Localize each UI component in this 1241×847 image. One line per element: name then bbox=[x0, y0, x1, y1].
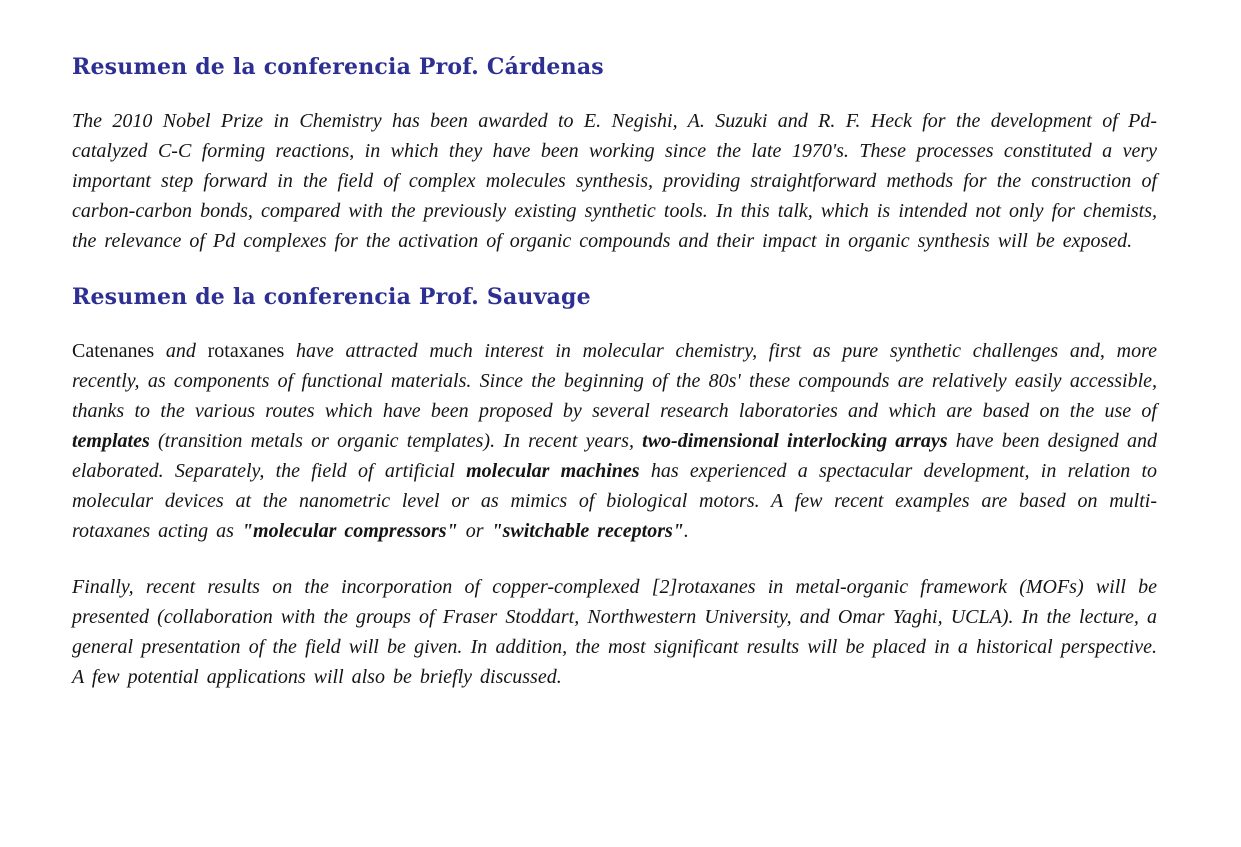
section-heading: Resumen de la conferencia Prof. Cárdenas bbox=[72, 54, 604, 80]
abstract-paragraph bbox=[72, 106, 1157, 256]
text-run: "switchable receptors" bbox=[491, 520, 684, 542]
text-run: rotaxanes bbox=[207, 340, 296, 362]
text-run: have been designed and elaborated. Separately, the field of artificial bbox=[72, 430, 1157, 482]
text-run: have attracted much interest in molecular chemistry, first as pure synthetic challenges and, more recently, as components of functional materials. Since the beginning of the 80s' these compounds are relatively easily accessible, thanks to the various routes which have been proposed by several research laboratories and which are based on the use of bbox=[72, 340, 1158, 422]
conference-abstract-section bbox=[72, 54, 1157, 256]
abstract-paragraph bbox=[72, 572, 1157, 692]
text-run: molecular machines bbox=[466, 460, 640, 482]
text-run: . bbox=[683, 520, 689, 542]
text-run: templates bbox=[72, 430, 150, 452]
conference-abstract-section bbox=[72, 284, 1157, 692]
text-run: "molecular compressors" bbox=[241, 520, 458, 542]
text-run: and bbox=[165, 340, 208, 362]
section-heading: Resumen de la conferencia Prof. Sauvage bbox=[72, 284, 591, 310]
abstract-paragraph bbox=[72, 336, 1157, 546]
text-run: Catenanes bbox=[72, 340, 166, 362]
text-run: The 2010 Nobel Prize in Chemistry has been awarded to E. Negishi, A. Suzuki and R. F. Heck for the development of Pd-catalyzed C-C forming reactions, in which they have been working since the late 1970's. These processes constituted a very important step forward in the field of complex molecules synthesis, providing straightforward methods for the construction of carbon-carbon bonds, compared with the previously existing synthetic tools. In this talk, which is intended not only for chemists, the relevance of Pd complexes for the activation of organic compounds and their impact in organic synthesis will be exposed. bbox=[72, 110, 1157, 252]
text-run: has experienced a spectacular development, in relation to molecular devices at the nanometric level or as mimics of biological motors. A few recent examples are based on multi-rotaxanes acting as bbox=[72, 460, 1157, 542]
text-run: Finally, recent results on the incorporation of copper-complexed [2]rotaxanes in metal-organic framework (MOFs) will be presented (collaboration with the groups of Fraser Stoddart, Northwestern University, and Omar Yaghi, UCLA). In the lecture, a general presentation of the field will be given. In addition, the most significant results will be placed in a historical perspective. A few potential applications will also be briefly discussed. bbox=[72, 576, 1157, 688]
text-run: or bbox=[457, 520, 492, 542]
text-run: two-dimensional interlocking arrays bbox=[642, 430, 948, 452]
text-run: (transition metals or organic templates). In recent years, bbox=[149, 430, 643, 452]
